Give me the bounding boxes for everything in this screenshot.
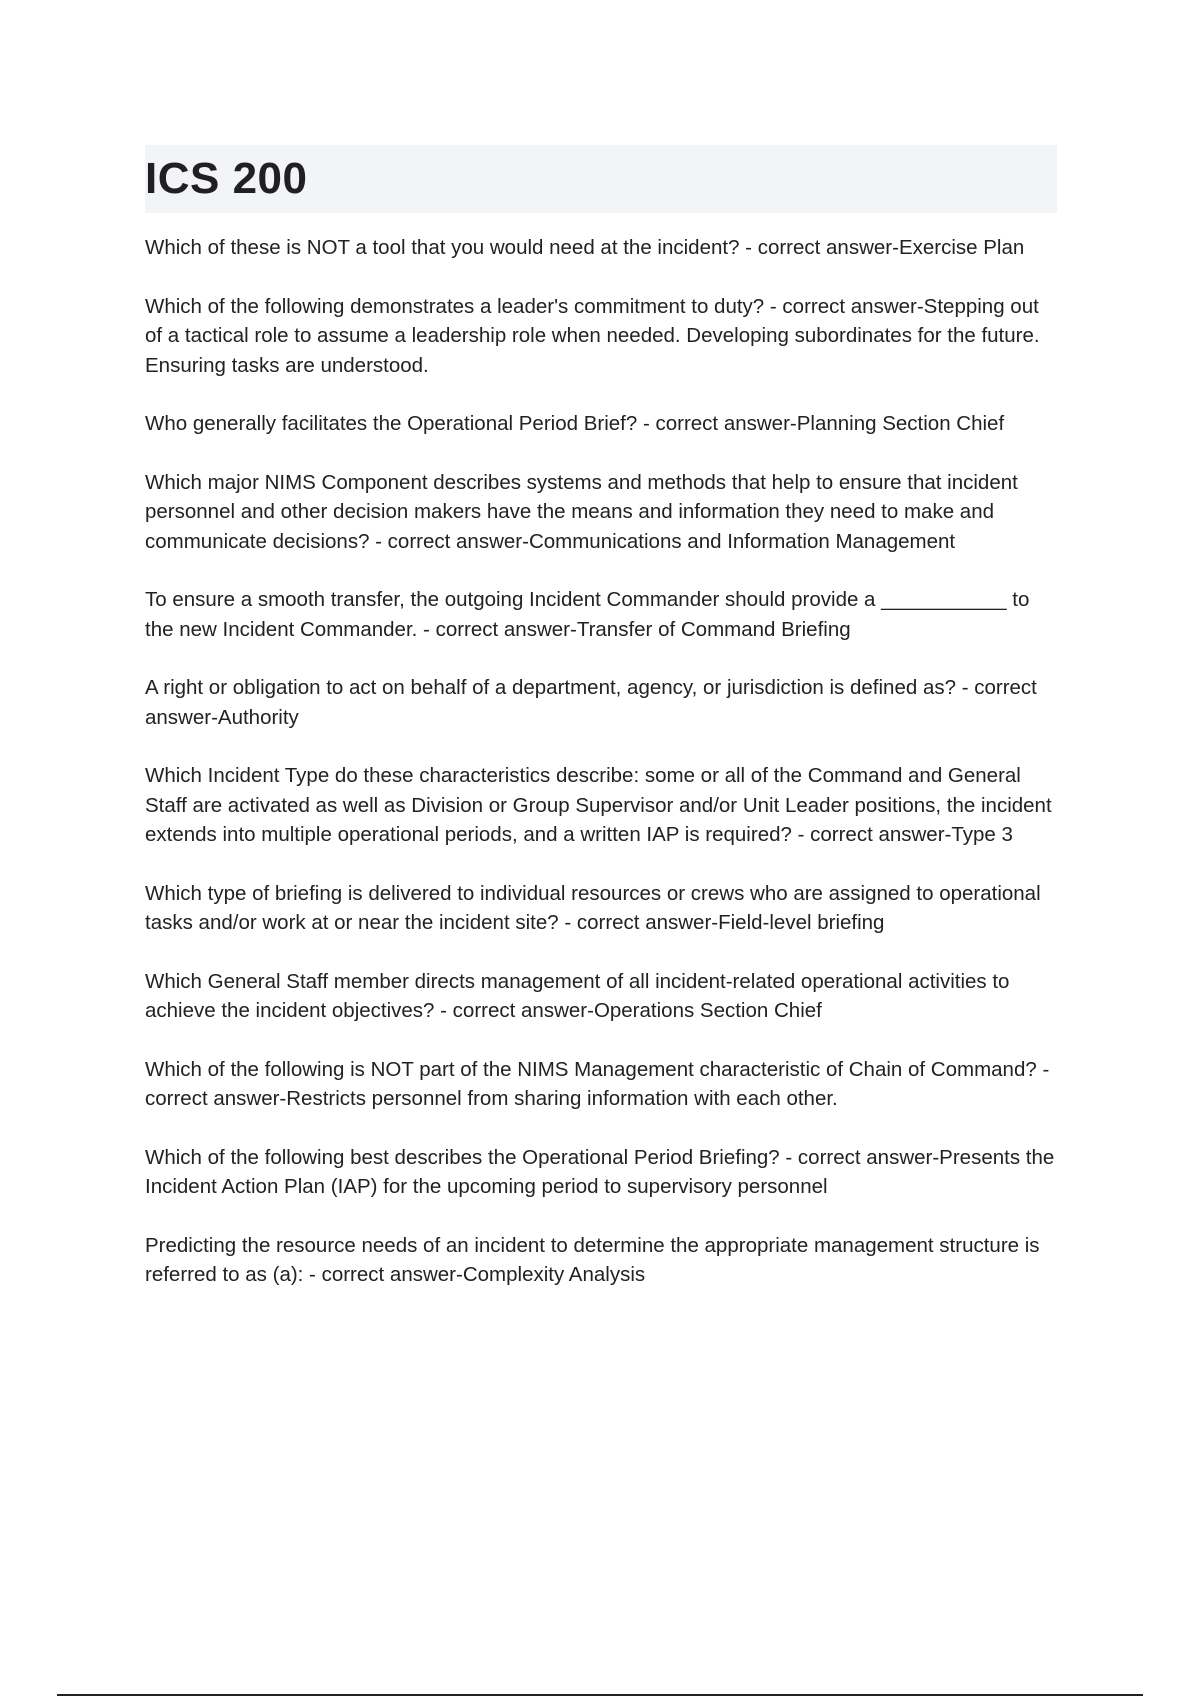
qa-item-7: Which Incident Type do these characteristics describe: some or all of the Command and General Staff are activated as well as Division or Group Supervisor and/or Unit Leader positions, the incident extends into multiple operational periods, and a written IAP is required? - correct answer-Type 3 <box>145 764 1058 846</box>
qa-item-2: Which of the following demonstrates a leader's commitment to duty? - correct answer-Stepping out of a tactical role to assume a leadership role when needed. Developing subordinates for the future. Ensuring tasks are understood. <box>145 294 1046 377</box>
document-title: ICS 200 <box>145 154 308 203</box>
qa-item-9: Which General Staff member directs management of all incident-related operational activities to achieve the incident objectives? - correct answer-Operations Section Chief <box>145 969 1016 1022</box>
qa-item-11: Which of the following best describes the Operational Period Briefing? - correct answer-Presents the Incident Action Plan (IAP) for the upcoming period to supervisory personnel <box>145 1145 1060 1198</box>
qa-item-8: Which type of briefing is delivered to individual resources or crews who are assigned to operational tasks and/or work at or near the incident site? - correct answer-Field-level briefing <box>145 881 1047 934</box>
qa-item-3: Who generally facilitates the Operational Period Brief? - correct answer-Planning Section Chief <box>145 412 1005 435</box>
qa-item-5: To ensure a smooth transfer, the outgoing Incident Commander should provide a ___________ to the new Incident Commander. - correct answer-Transfer of Command Briefing <box>145 588 1036 641</box>
footer-divider <box>57 1694 1143 1696</box>
title-band <box>145 145 1057 213</box>
qa-item-10: Which of the following is NOT part of the NIMS Management characteristic of Chain of Command? - correct answer-Restricts personnel from sharing information with each other. <box>145 1057 1055 1110</box>
qa-item-4: Which major NIMS Component describes systems and methods that help to ensure that incident personnel and other decision makers have the means and information they need to make and communicate decisions? - correct answer-Communications and Information Management <box>145 470 1024 553</box>
qa-item-12: Predicting the resource needs of an incident to determine the appropriate management structure is referred to as (a): - correct answer-Complexity Analysis <box>145 1233 1046 1286</box>
qa-item-6: A right or obligation to act on behalf of a department, agency, or jurisdiction is defined as? - correct answer-Authority <box>145 676 1043 729</box>
qa-item-1: Which of these is NOT a tool that you would need at the incident? - correct answer-Exercise Plan <box>145 236 1025 259</box>
document-page <box>145 145 1060 1319</box>
